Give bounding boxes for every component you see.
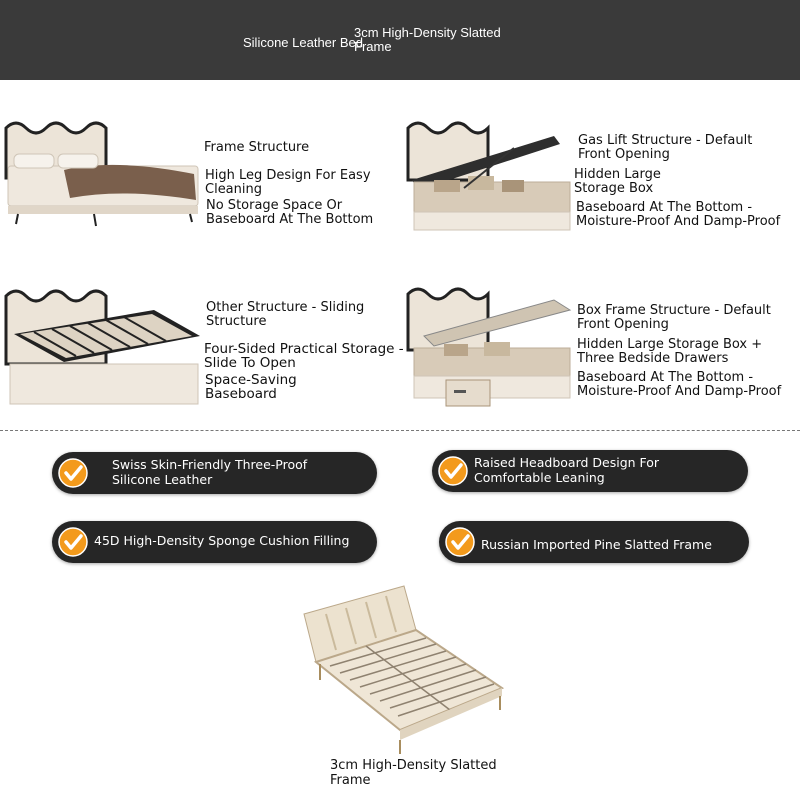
panel-3-line-2: Four-Sided Practical Storage - Slide To Open [204, 341, 404, 371]
panel-4-line-3: Baseboard At The Bottom - Moisture-Proof And Damp-Proof [577, 370, 782, 399]
panel-1-line-3: No Storage Space Or Baseboard At The Bottom [206, 198, 374, 227]
check-icon [438, 456, 468, 486]
panel-2-line-1: Gas Lift Structure - Default Front Opening [578, 133, 753, 162]
gas-lift-bed-image [404, 110, 576, 238]
panel-2-line-3: Baseboard At The Bottom - Moisture-Proof And Damp-Proof [576, 200, 781, 229]
panel-1-line-1: Frame Structure [204, 140, 310, 155]
slatted-frame-bed-image [296, 584, 508, 756]
frame-bed-image [4, 118, 200, 228]
feature-text: Swiss Skin-Friendly Three-Proof Silicone Leather [112, 457, 308, 487]
check-icon [445, 527, 475, 557]
panel-1-line-2: High Leg Design For Easy Cleaning [205, 168, 371, 197]
check-icon [58, 527, 88, 557]
feature-pill-sponge [52, 521, 377, 563]
panel-2-line-2: Hidden Large Storage Box [574, 167, 661, 196]
header-title: Silicone Leather Bed [243, 35, 363, 50]
feature-text: Russian Imported Pine Slatted Frame [481, 537, 712, 552]
feature-text: Raised Headboard Design For Comfortable Leaning [474, 455, 660, 485]
box-frame-bed-image [404, 280, 576, 410]
panel-3-line-3: Space-Saving Baseboard [205, 372, 297, 402]
header-banner [0, 0, 800, 80]
bottom-caption: 3cm High-Density Slatted Frame [330, 758, 497, 788]
feature-pill-pine [439, 521, 749, 563]
header-subtitle: 3cm High-Density Slatted Frame [354, 25, 501, 54]
check-icon [58, 458, 88, 488]
sliding-bed-image [4, 274, 200, 412]
feature-text: 45D High-Density Sponge Cushion Filling [94, 533, 350, 548]
feature-pill-leather [52, 452, 377, 494]
panel-4-line-1: Box Frame Structure - Default Front Opening [577, 303, 771, 332]
feature-pill-headboard [432, 450, 748, 492]
panel-3-line-1: Other Structure - Sliding Structure [206, 300, 365, 329]
section-divider [0, 430, 800, 431]
panel-4-line-2: Hidden Large Storage Box + Three Bedside Drawers [577, 337, 763, 366]
